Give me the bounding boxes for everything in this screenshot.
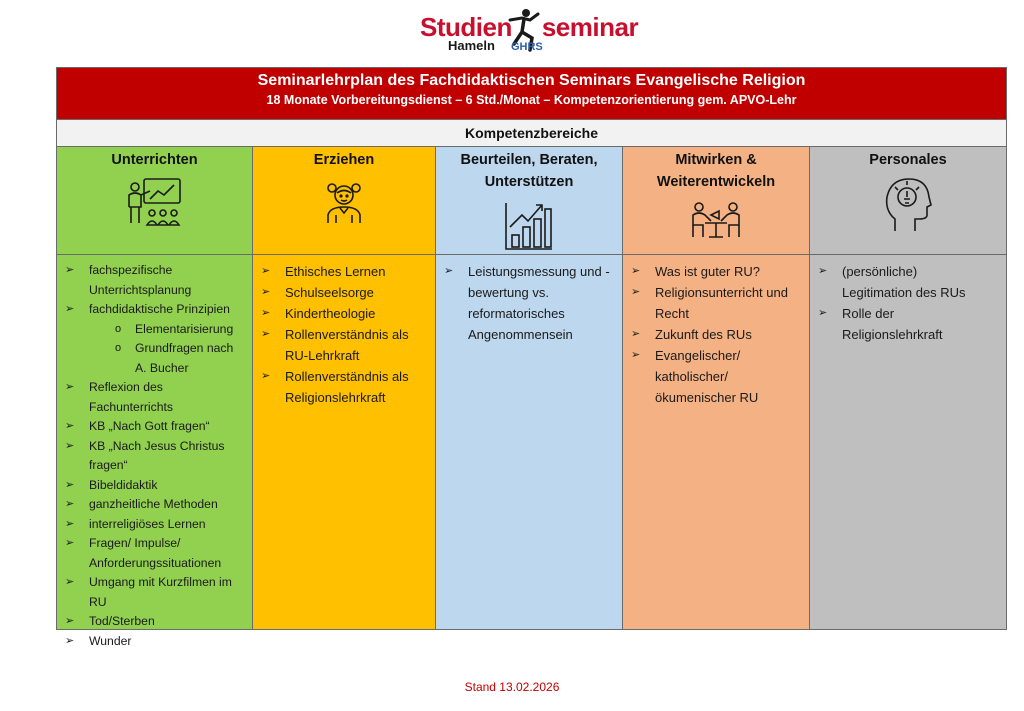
list-item: Religionslehrkraft [285, 390, 386, 405]
column-header [57, 147, 252, 255]
list-item: RU [89, 594, 107, 609]
growth-chart-icon [504, 201, 554, 251]
list-item: RU-Lehrkraft [285, 348, 360, 363]
list-item: ➢ Rolle der [816, 303, 1002, 324]
list-item: reformatorisches [468, 306, 565, 321]
meeting-icon [689, 201, 743, 239]
list-item: ➢ KB „Nach Gott fragen“ [63, 417, 248, 437]
logo-subline: Hameln GHRS [448, 38, 543, 53]
section-title: Kompetenzbereiche [57, 119, 1006, 147]
column-header [623, 147, 809, 255]
child-icon [322, 179, 366, 225]
list-item: o Elementarisierung [63, 320, 248, 340]
list-item: ➢ fachdidaktische Prinzipien [63, 300, 248, 320]
list-item: ➢ fachspezifische [63, 261, 248, 281]
list-item: ➢ Rollenverständnis als [259, 324, 431, 345]
list-item: Angenommensein [468, 327, 573, 342]
date-stamp: Stand 13.02.2026 [464, 680, 560, 694]
list-item: ➢ Religionsunterricht und [629, 282, 805, 303]
column-mitwirken [622, 147, 809, 629]
column-title-line2: Unterstützen [484, 174, 574, 190]
list-item: ➢ Rollenverständnis als [259, 366, 431, 387]
curriculum-table [56, 67, 1007, 648]
list-item: ➢ Kindertheologie [259, 303, 431, 324]
list-item: ➢ Leistungsmessung und - [442, 261, 618, 282]
list-item: Anforderungssituationen [89, 555, 222, 570]
column-header [810, 147, 1006, 255]
column-beurteilen [435, 147, 622, 629]
column-title: Unterrichten [111, 152, 198, 168]
topic-list [253, 255, 435, 408]
list-item: ➢ Was ist guter RU? [629, 261, 805, 282]
list-item: ➢ (persönliche) [816, 261, 1002, 282]
list-item: ➢ Fragen/ Impulse/ [63, 534, 248, 554]
list-item: Religionslehrkraft [842, 327, 943, 342]
list-item: ➢ Evangelischer/ [629, 345, 805, 366]
column-title: Personales [869, 152, 947, 168]
list-item: bewertung vs. [468, 285, 549, 300]
list-item: ➢ Wunder [63, 632, 248, 652]
head-idea-icon [883, 177, 933, 233]
list-item: ➢ Tod/Sterben [63, 612, 248, 632]
list-item: katholischer/ [655, 369, 728, 384]
table-header [57, 68, 1006, 119]
column-title-line2: Weiterentwickeln [656, 174, 776, 190]
list-item: ➢ Reflexion des [63, 378, 248, 398]
table-title: Seminarlehrplan des Fachdidaktischen Seminars Evangelische Religion [257, 72, 806, 89]
column-erziehen [252, 147, 435, 629]
column-unterrichten [57, 147, 252, 648]
column-title-line1: Beurteilen, Beraten, [460, 152, 598, 168]
column-header [436, 147, 622, 255]
list-item: Legitimation des RUs [842, 285, 966, 300]
list-item: ➢ Bibeldidaktik [63, 476, 248, 496]
list-item: ➢ Umgang mit Kurzfilmen im [63, 573, 248, 593]
list-item: ➢ KB „Nach Jesus Christus [63, 437, 248, 457]
table-subtitle: 18 Monate Vorbereitungsdienst – 6 Std./Monat – Kompetenzorientierung gem. APVO-Lehr [266, 93, 797, 107]
list-item: ➢ ganzheitliche Methoden [63, 495, 248, 515]
list-item: ➢ Schulseelsorge [259, 282, 431, 303]
column-title-line1: Mitwirken & [675, 152, 757, 168]
list-item: ➢ interreligiöses Lernen [63, 515, 248, 535]
teacher-classroom-icon [126, 177, 184, 229]
list-item: Unterrichtsplanung [89, 282, 192, 297]
list-item: Fachunterrichts [89, 399, 173, 414]
column-header [253, 147, 435, 255]
logo-wordmark: Studien seminar [420, 12, 639, 42]
list-item: ökumenischer RU [655, 390, 759, 405]
list-item: fragen“ [89, 458, 128, 472]
column-personales [809, 147, 1006, 629]
column-title: Erziehen [313, 152, 375, 168]
topic-list [436, 255, 622, 345]
list-item: Recht [655, 306, 689, 321]
topic-list [57, 255, 252, 651]
topic-list [810, 255, 1006, 345]
list-item: ➢ Zukunft des RUs [629, 324, 805, 345]
topic-list [623, 255, 809, 408]
list-item: A. Bucher [135, 360, 189, 375]
list-item: ➢ Ethisches Lernen [259, 261, 431, 282]
list-item: o Grundfragen nach [63, 339, 248, 359]
studienseminar-logo [420, 8, 639, 54]
